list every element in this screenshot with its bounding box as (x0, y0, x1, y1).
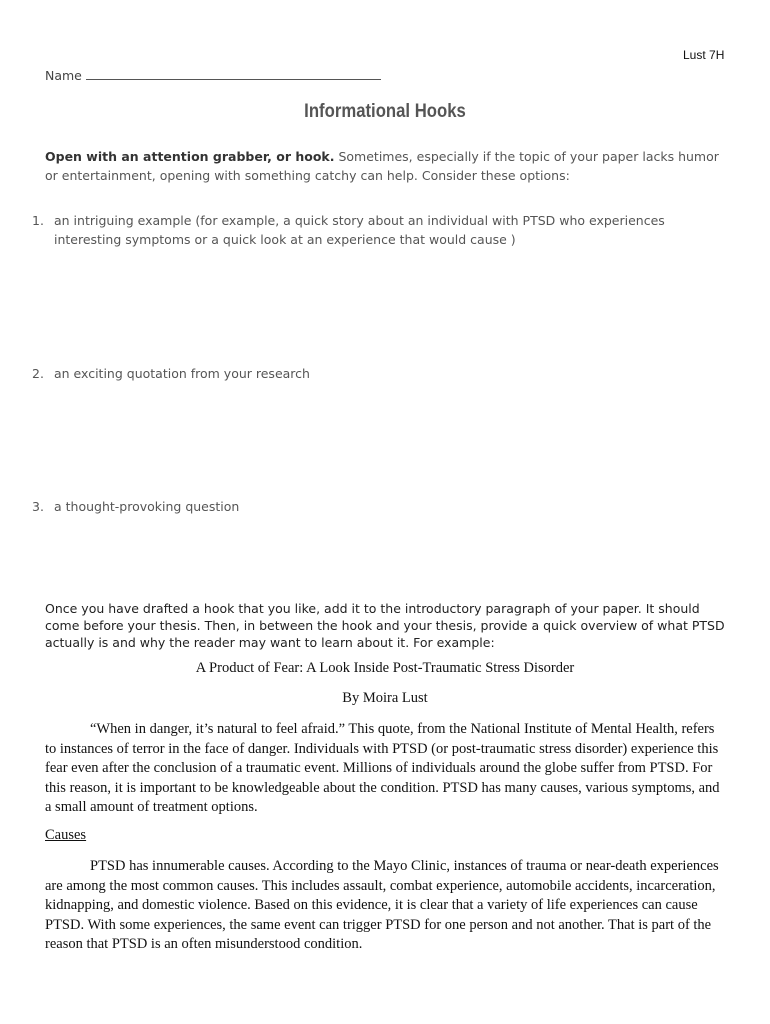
option-item-3 (32, 497, 694, 516)
course-code: Lust 7H (683, 48, 725, 62)
essay-intro-paragraph: “When in danger, it’s natural to feel afraid.” This quote, from the National Institute of Mental Health, refers to instances of terror in the face of danger. Individuals with PTSD (or post-traumatic stress disorder) experience this fear even after the conclusion of a traumatic event. Millions of individuals around the globe suffer from PTSD. For this reason, it is important to be knowledgeable about the condition. PTSD has many causes, various symptoms, and a small amount of treatment options. (45, 721, 720, 816)
option-text: an exciting quotation from your research (54, 366, 310, 381)
essay-title: A Product of Fear: A Look Inside Post-Traumatic Stress Disorder (195, 660, 575, 676)
page-title: Informational Hooks (304, 101, 466, 122)
option-number: 1. (32, 213, 44, 228)
option-text: a thought-provoking question (54, 499, 240, 514)
option-text: an intriguing example (for example, a quick story about an individual with PTSD who experiences interesting symptoms or a quick look at an experience that would cause ) (54, 213, 665, 247)
intro-text: Sometimes, especially if the topic of your paper lacks humor or entertainment, opening with something catchy can help. Consider these options: (45, 149, 719, 183)
name-blank-line (86, 67, 381, 80)
name-field (45, 67, 381, 83)
intro-paragraph (45, 147, 735, 185)
intro-bold-lead: Open with an attention grabber, or hook. (45, 149, 335, 164)
essay-causes-paragraph: PTSD has innumerable causes. According to the Mayo Clinic, instances of trauma or near-death experiences are among the most common causes. This includes assault, combat experience, automobile accidents, incarceration, kidnapping, and domestic violence. Based on this evidence, it is clear that a variety of life experiences can cause PTSD. With some experiences, the same event can trigger PTSD for one person and not another. That is part of the reason that PTSD is an often misunderstood condition. (45, 858, 719, 953)
instructions-paragraph: Once you have drafted a hook that you like, add it to the introductory paragraph of your paper. It should come before your thesis. Then, in between the hook and your thesis, provide a quick overview of what PTSD actually is and why the reader may want to learn about it. For example: (45, 601, 725, 650)
option-number: 2. (32, 366, 44, 381)
name-label: Name (45, 68, 82, 83)
option-number: 3. (32, 499, 44, 514)
option-item-2 (32, 364, 694, 383)
essay-byline: By Moira Lust (342, 690, 428, 706)
option-item-1 (32, 211, 694, 249)
section-heading-causes: Causes (45, 827, 87, 843)
